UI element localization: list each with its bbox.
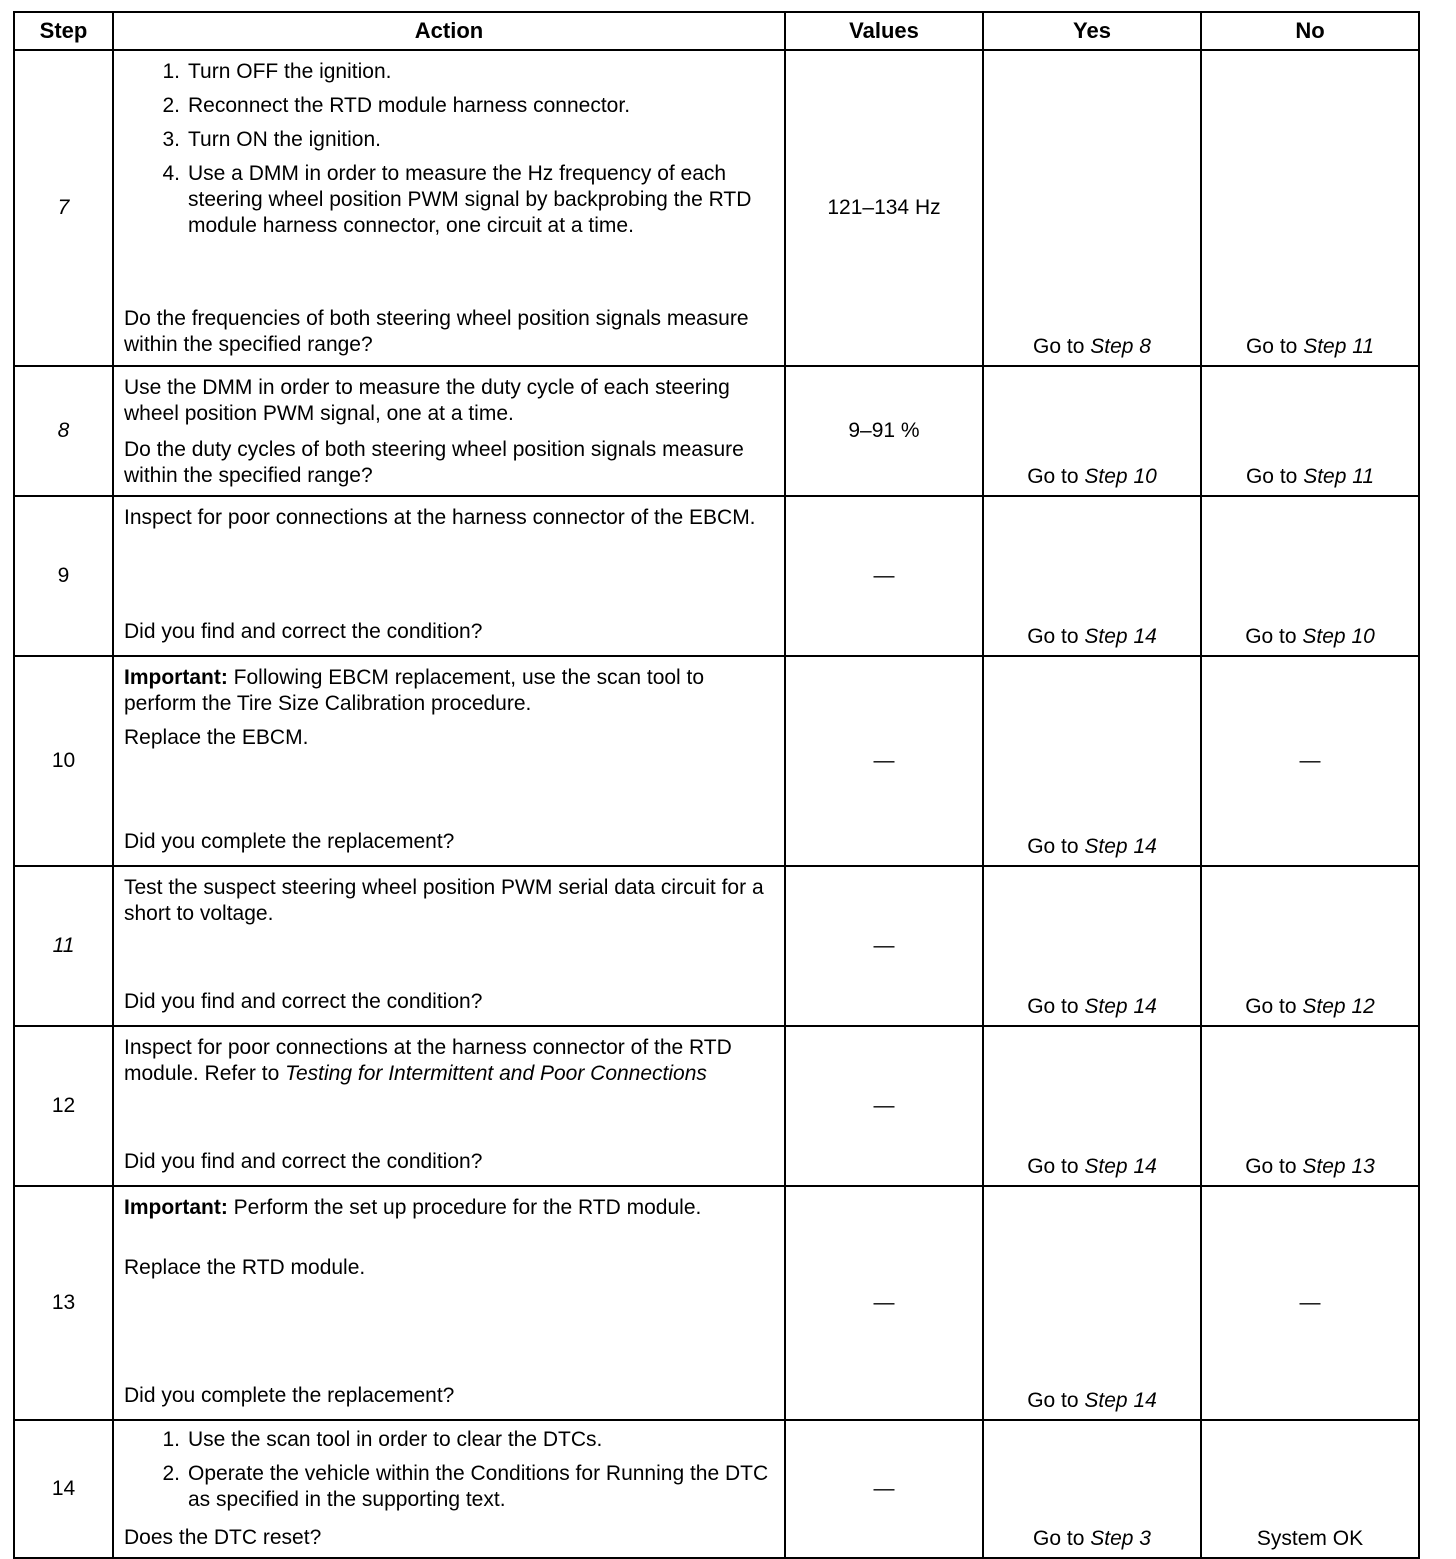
important-note: Important: Following EBCM replacement, use the scan tool to perform the Tire Size Calibration procedure. [124, 666, 705, 715]
no-step-ref: Step 12 [1302, 995, 1375, 1018]
list-item: 1. Use the scan tool in order to clear the DTCs. [162, 1428, 603, 1451]
table-row [14, 50, 1419, 366]
value-cell: — [785, 866, 983, 1026]
list-item: 3. Turn ON the ignition. [162, 128, 381, 151]
step-number: 8 [14, 366, 113, 496]
header-action: Action [113, 12, 785, 50]
yes-step-ref: Step 14 [1084, 1389, 1157, 1412]
value-cell: 9–91 % [785, 366, 983, 496]
step-number: 12 [14, 1026, 113, 1186]
action-text: Replace the EBCM. [124, 726, 309, 749]
yes-step-ref: Step 3 [1090, 1527, 1151, 1550]
value-cell: — [785, 1186, 983, 1420]
action-question: Does the DTC reset? [124, 1526, 322, 1549]
value-cell: — [785, 1420, 983, 1558]
no-cell: Go to Step 11 [1201, 366, 1419, 496]
list-item: 1. Turn OFF the ignition. [162, 60, 392, 83]
step-number: 9 [14, 496, 113, 656]
action-cell [113, 366, 785, 496]
action-text: Replace the RTD module. [124, 1256, 366, 1279]
no-cell [1201, 656, 1419, 866]
no-cell: Go to Step 10 [1201, 496, 1419, 656]
action-cell [113, 866, 785, 1026]
table-row [14, 496, 1419, 656]
action-cell [113, 50, 785, 366]
reference-link: Testing for Intermittent and Poor Connections [285, 1062, 707, 1085]
table-row [14, 656, 1419, 866]
action-cell [113, 656, 785, 866]
action-list [124, 59, 774, 247]
no-step-ref: Step 13 [1302, 1155, 1375, 1178]
action-question: Did you find and correct the condition? [124, 1150, 483, 1173]
no-cell: Go to Step 11 [1201, 50, 1419, 366]
yes-step-ref: Step 14 [1084, 1155, 1157, 1178]
no-cell [1201, 1420, 1419, 1558]
value-cell: — [785, 1026, 983, 1186]
table-row [14, 1186, 1419, 1420]
header-no: No [1201, 12, 1419, 50]
yes-cell: Go to Step 14 [983, 1186, 1201, 1420]
yes-step-ref: Step 14 [1084, 995, 1157, 1018]
table-row [14, 1420, 1419, 1558]
step-number: 13 [14, 1186, 113, 1420]
no-step-ref: Step 11 [1303, 465, 1375, 488]
yes-step-ref: Step 10 [1084, 465, 1157, 488]
yes-step-ref: Step 14 [1084, 625, 1157, 648]
action-question: Do the duty cycles of both steering wheel position signals measure within the specified range? [124, 438, 744, 487]
action-cell [113, 1420, 785, 1558]
yes-cell: Go to Step 14 [983, 1026, 1201, 1186]
action-text: Inspect for poor connections at the harness connector of the EBCM. [124, 506, 756, 529]
step-number: 11 [14, 866, 113, 1026]
diagnostic-table [13, 11, 1420, 1559]
yes-cell: Go to Step 8 [983, 50, 1201, 366]
action-text: Inspect for poor connections at the harness connector of the RTD module. Refer to Testing for Intermittent and Poor Connections [124, 1036, 732, 1085]
header-row [14, 12, 1419, 50]
no-cell [1201, 1186, 1419, 1420]
header-yes: Yes [983, 12, 1201, 50]
list-item: 2. Reconnect the RTD module harness connector. [162, 94, 631, 117]
action-text: Test the suspect steering wheel position PWM serial data circuit for a short to voltage. [124, 876, 764, 925]
value-cell: 121–134 Hz [785, 50, 983, 366]
step-number: 7 [14, 50, 113, 366]
table-row [14, 1026, 1419, 1186]
no-value: — [1299, 749, 1321, 772]
action-question: Did you complete the replacement? [124, 830, 455, 853]
list-item: 2. Operate the vehicle within the Conditions for Running the DTC as specified in the supporting text. [162, 1462, 769, 1511]
action-text: Use the DMM in order to measure the duty cycle of each steering wheel position PWM signal, one at a time. [124, 376, 730, 425]
no-cell: Go to Step 13 [1201, 1026, 1419, 1186]
no-value: System OK [1256, 1527, 1364, 1550]
header-step: Step [14, 12, 113, 50]
no-step-ref: Step 10 [1302, 625, 1375, 648]
table-row [14, 366, 1419, 496]
step-number: 14 [14, 1420, 113, 1558]
action-cell [113, 1026, 785, 1186]
no-step-ref: Step 11 [1303, 335, 1375, 358]
action-cell [113, 496, 785, 656]
action-question: Did you complete the replacement? [124, 1384, 455, 1407]
no-value: — [1299, 1291, 1321, 1314]
yes-cell: Go to Step 14 [983, 656, 1201, 866]
table-row [14, 866, 1419, 1026]
value-cell: — [785, 496, 983, 656]
yes-cell: Go to Step 14 [983, 496, 1201, 656]
yes-step-ref: Step 8 [1090, 335, 1151, 358]
action-question: Did you find and correct the condition? [124, 990, 483, 1013]
no-cell: Go to Step 12 [1201, 866, 1419, 1026]
yes-step-ref: Step 14 [1084, 835, 1157, 858]
header-values: Values [785, 12, 983, 50]
yes-cell: Go to Step 3 [983, 1420, 1201, 1558]
action-question: Do the frequencies of both steering wheel position signals measure within the specified range? [124, 307, 749, 356]
list-item: 4. Use a DMM in order to measure the Hz frequency of each steering wheel position PWM signal by backprobing the RTD module harness connector, one circuit at a time. [162, 162, 752, 237]
important-note: Important: Perform the set up procedure for the RTD module. [124, 1196, 702, 1219]
yes-cell: Go to Step 14 [983, 866, 1201, 1026]
action-cell [113, 1186, 785, 1420]
step-number: 10 [14, 656, 113, 866]
yes-cell: Go to Step 10 [983, 366, 1201, 496]
action-question: Did you find and correct the condition? [124, 620, 483, 643]
value-cell: — [785, 656, 983, 866]
action-list [124, 1427, 774, 1521]
